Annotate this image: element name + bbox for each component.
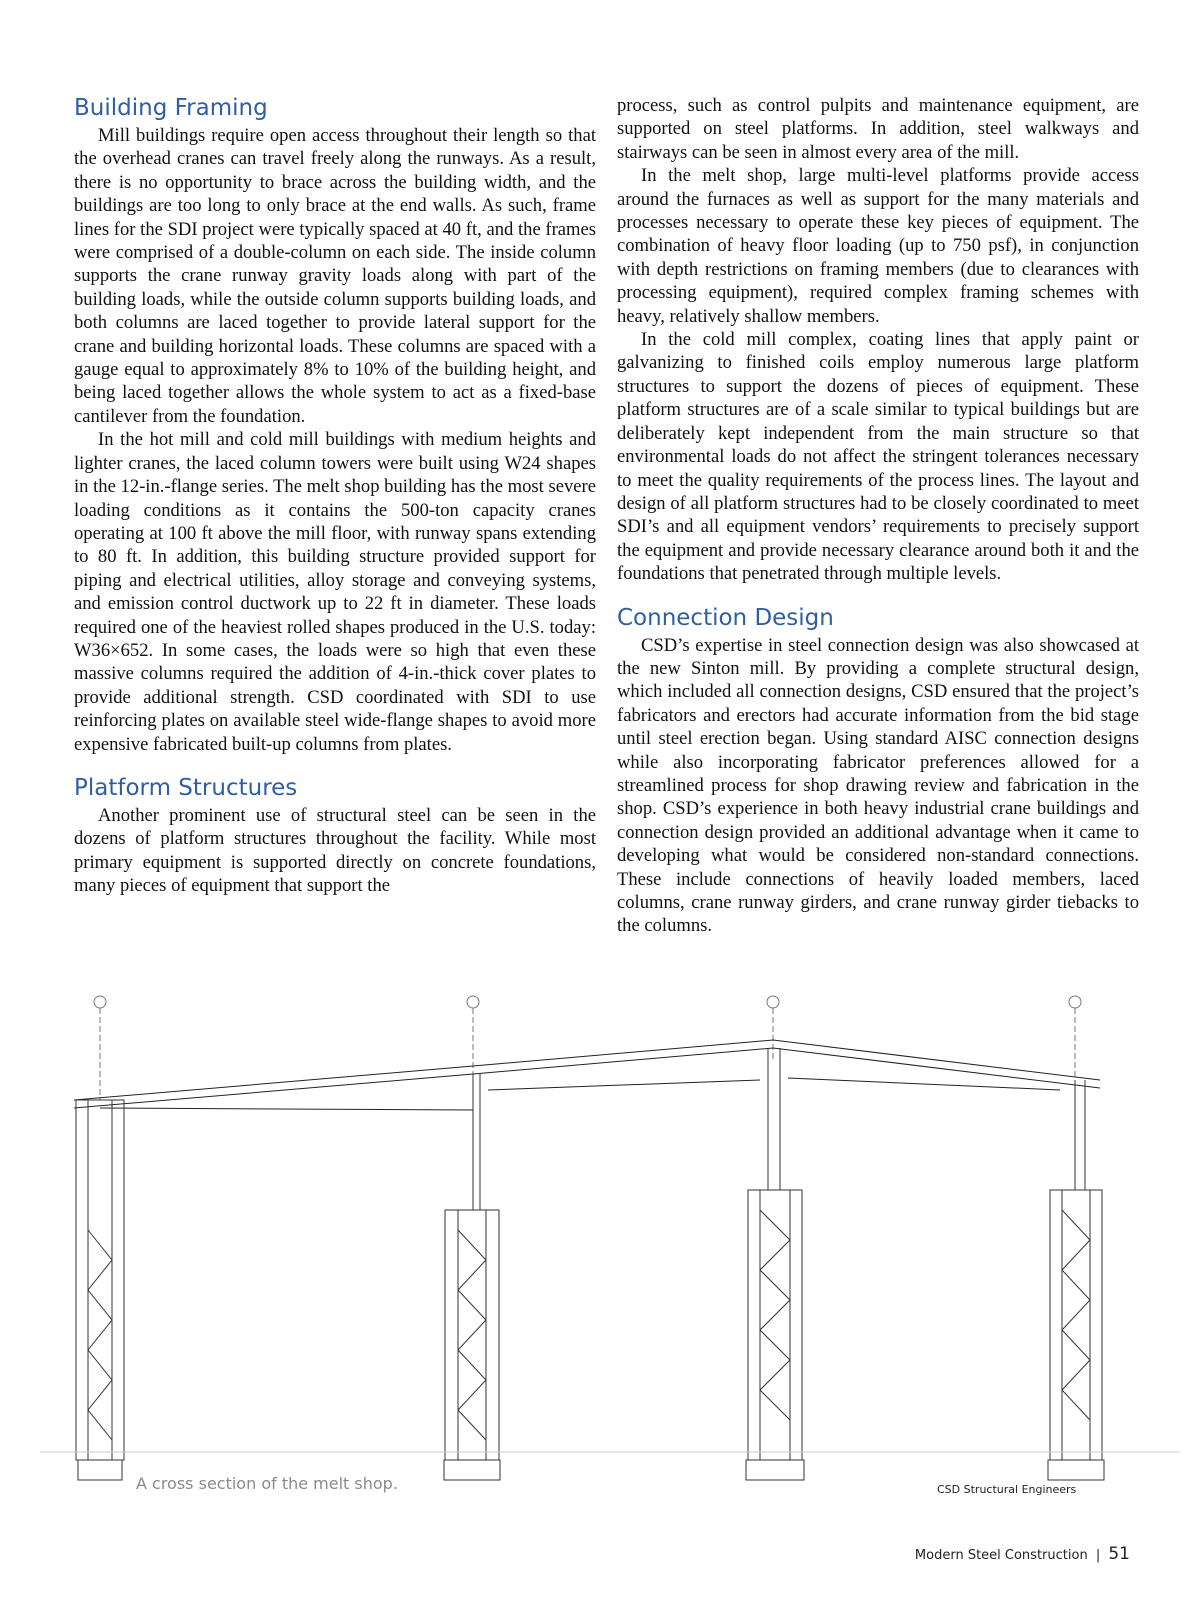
paragraph: Mill buildings require open access throughout their length so that the overhead cranes can travel freely along the runways. As a result, there is no opportunity to brace across the building width, and the buildings are too long to only brace at the end walls. As such, frame lines for the SDI project were typically spaced at 40 ft, and the frames were comprised of a double-column on each side. The inside column supports the crane runway gravity loads along with part of the building loads, while the outside column supports building loads, and both columns are laced together to provide lateral support for the crane and building horizontal loads. These columns are spaced with a gauge equal to approximately 8% to 10% of the building height, and being laced together allows the whole system to act as a fixed-base cantilever from the foundation. <box>74 125 596 427</box>
heading-platform-structures: Platform Structures <box>74 774 298 801</box>
paragraph: In the melt shop, large multi-level platforms provide access around the furnaces as well as support for the many materials and processes necessary to operate these key pieces of equipment. The combination of heavy floor loading (up to 750 psf), in conjunction with depth restrictions on framing members (due to clearances with processing equipment), required complex framing schemes with heavy, relatively shallow members. <box>617 165 1139 327</box>
roof-truss <box>74 1040 1100 1110</box>
page-number: 51 <box>1108 1544 1130 1564</box>
figure-caption: A cross section of the melt shop. <box>136 1474 398 1493</box>
left-column <box>74 94 596 898</box>
footer-separator: | <box>1095 1548 1101 1563</box>
laced-column-3 <box>746 1048 804 1480</box>
page-footer <box>915 1544 1130 1564</box>
publication-name: Modern Steel Construction <box>914 1548 1088 1563</box>
paragraph: In the cold mill complex, coating lines that apply paint or galvanizing to finished coils employ numerous large platform structures to support the dozens of pieces of equipment. These platform structures are of a scale similar to typical buildings but are deliberately kept independent from the main structure so that environmental loads do not affect the stringent tolerances necessary to meet the quality requirements of the process lines. The layout and design of all platform structures had to be closely coordinated to meet SDI’s and all equipment vendors’ requirements to precisely support the equipment and provide necessary clearance around both it and the foundations that penetrated through multiple levels. <box>617 329 1139 585</box>
right-column <box>617 94 1139 938</box>
laced-column-1 <box>76 1100 124 1480</box>
heading-connection-design: Connection Design <box>617 604 834 631</box>
melt-shop-cross-section-drawing <box>40 990 1180 1500</box>
paragraph: Another prominent use of structural steel can be seen in the dozens of platform structures throughout the facility. While most primary equipment is supported directly on concrete foundations, many pieces of equipment that support the <box>74 804 596 897</box>
heading-building-framing: Building Framing <box>74 95 268 121</box>
paragraph: CSD’s expertise in steel connection design was also showcased at the new Sinton mill. By providing a complete structural design, which included all connection designs, CSD ensured that the project’s fabricators and erectors had accurate information from the bid stage until steel erection began. Using standard AISC connection designs while also incorporating fabricator preferences allowed for a streamlined process for shop drawing review and fabrication in the shop. CSD’s experience in both heavy industrial crane buildings and connection design provided an additional advantage when it came to developing what would be considered non-standard connections. These include connections of heavily loaded members, laced columns, crane runway girders, and crane runway girder tiebacks to the columns. <box>617 634 1139 937</box>
laced-column-4 <box>1048 1080 1104 1480</box>
laced-column-2 <box>444 1074 500 1480</box>
paragraph: In the hot mill and cold mill buildings with medium heights and lighter cranes, the laced column towers were built using W24 shapes in the 12-in.-flange series. The melt shop building has the most severe loading conditions as it contains the 500-ton capacity cranes operating at 100 ft above the mill floor, with runway spans extending to 80 ft. In addition, this building structure provided support for piping and electrical utilities, alloy storage and conveying systems, and emission control ductwork up to 22 ft in diameter. These loads required one of the heaviest rolled shapes produced in the U.S. today: W36×652. In some cases, the loads were so high that even these massive columns required the addition of 4-in.-thick cover plates to provide additional strength. CSD coordinated with SDI to use reinforcing plates on available steel wide-flange shapes to avoid more expensive fabricated built-up columns from plates. <box>74 429 596 755</box>
figure-credit: CSD Structural Engineers <box>937 1483 1077 1496</box>
paragraph: process, such as control pulpits and maintenance equipment, are supported on steel platforms. In addition, steel walkways and stairways can be seen in almost every area of the mill. <box>617 95 1139 163</box>
